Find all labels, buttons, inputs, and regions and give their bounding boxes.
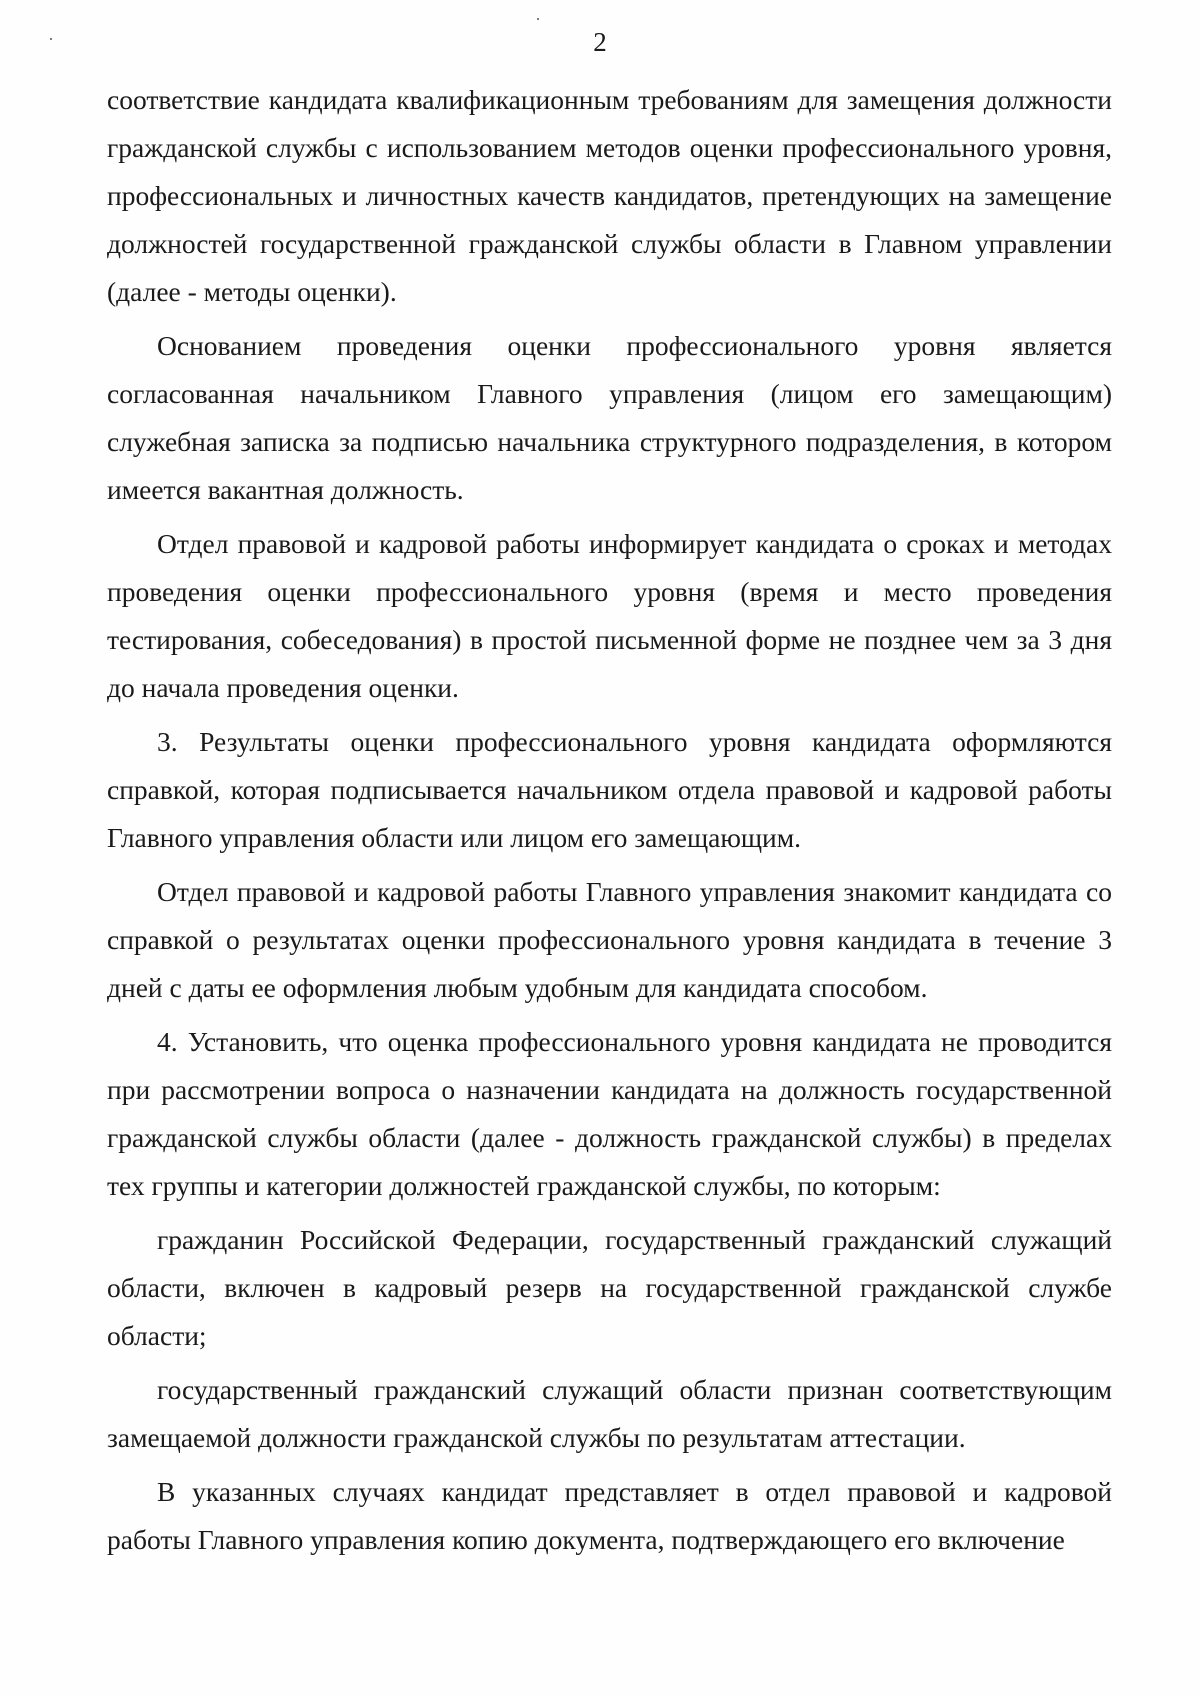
paragraph-continuation: соответствие кандидата квалификационным требованиям для замещения должности гражданской службы с использованием методов оценки профессионального уровня, профессиональных и личностных качеств кандидатов, претендующих на замещение должностей государственной гражданской службы области в Главном управлении (далее - методы оценки). [107,84,1112,307]
scan-speck [537,18,539,20]
paragraph-cases: В указанных случаях кандидат представляет в отдел правовой и кадровой работы Главного управления копию документа, подтверждающего его включение [107,1476,1112,1555]
paragraph-familiarization: Отдел правовой и кадровой работы Главного управления знакомит кандидата со справкой о результатах оценки профессионального уровня кандидата в течение 3 дней с даты ее оформления любым удобным для кандидата способом. [107,876,1112,1003]
paragraph-item-3: 3. Результаты оценки профессионального уровня кандидата оформляются справкой, которая подписывается начальником отдела правовой и кадровой работы Главного управления области или лицом его замещающим. [107,726,1112,853]
paragraph-informing: Отдел правовой и кадровой работы информирует кандидата о сроках и методах проведения оценки профессионального уровня (время и место проведения тестирования, собеседования) в простой письменной форме не позднее чем за 3 дня до начала проведения оценки. [107,528,1112,703]
paragraph-item-4: 4. Установить, что оценка профессионального уровня кандидата не проводится при рассмотрении вопроса о назначении кандидата на должность государственной гражданской службы области (далее - должность гражданской службы) в пределах тех группы и категории должностей гражданской службы, по которым: [107,1026,1112,1201]
document-body [107,76,1112,1570]
page-number: 2 [593,27,607,57]
paragraph-attestation: государственный гражданский служащий области признан соответствующим замещаемой должности гражданской службы по результатам аттестации. [107,1374,1112,1453]
paragraph-basis: Основанием проведения оценки профессионального уровня является согласованная начальником Главного управления (лицом его замещающим) служебная записка за подписью начальника структурного подразделения, в котором имеется вакантная должность. [107,330,1112,505]
paragraph-reserve: гражданин Российской Федерации, государственный гражданский служащий области, включен в кадровый резерв на государственной гражданской службе области; [107,1224,1112,1351]
